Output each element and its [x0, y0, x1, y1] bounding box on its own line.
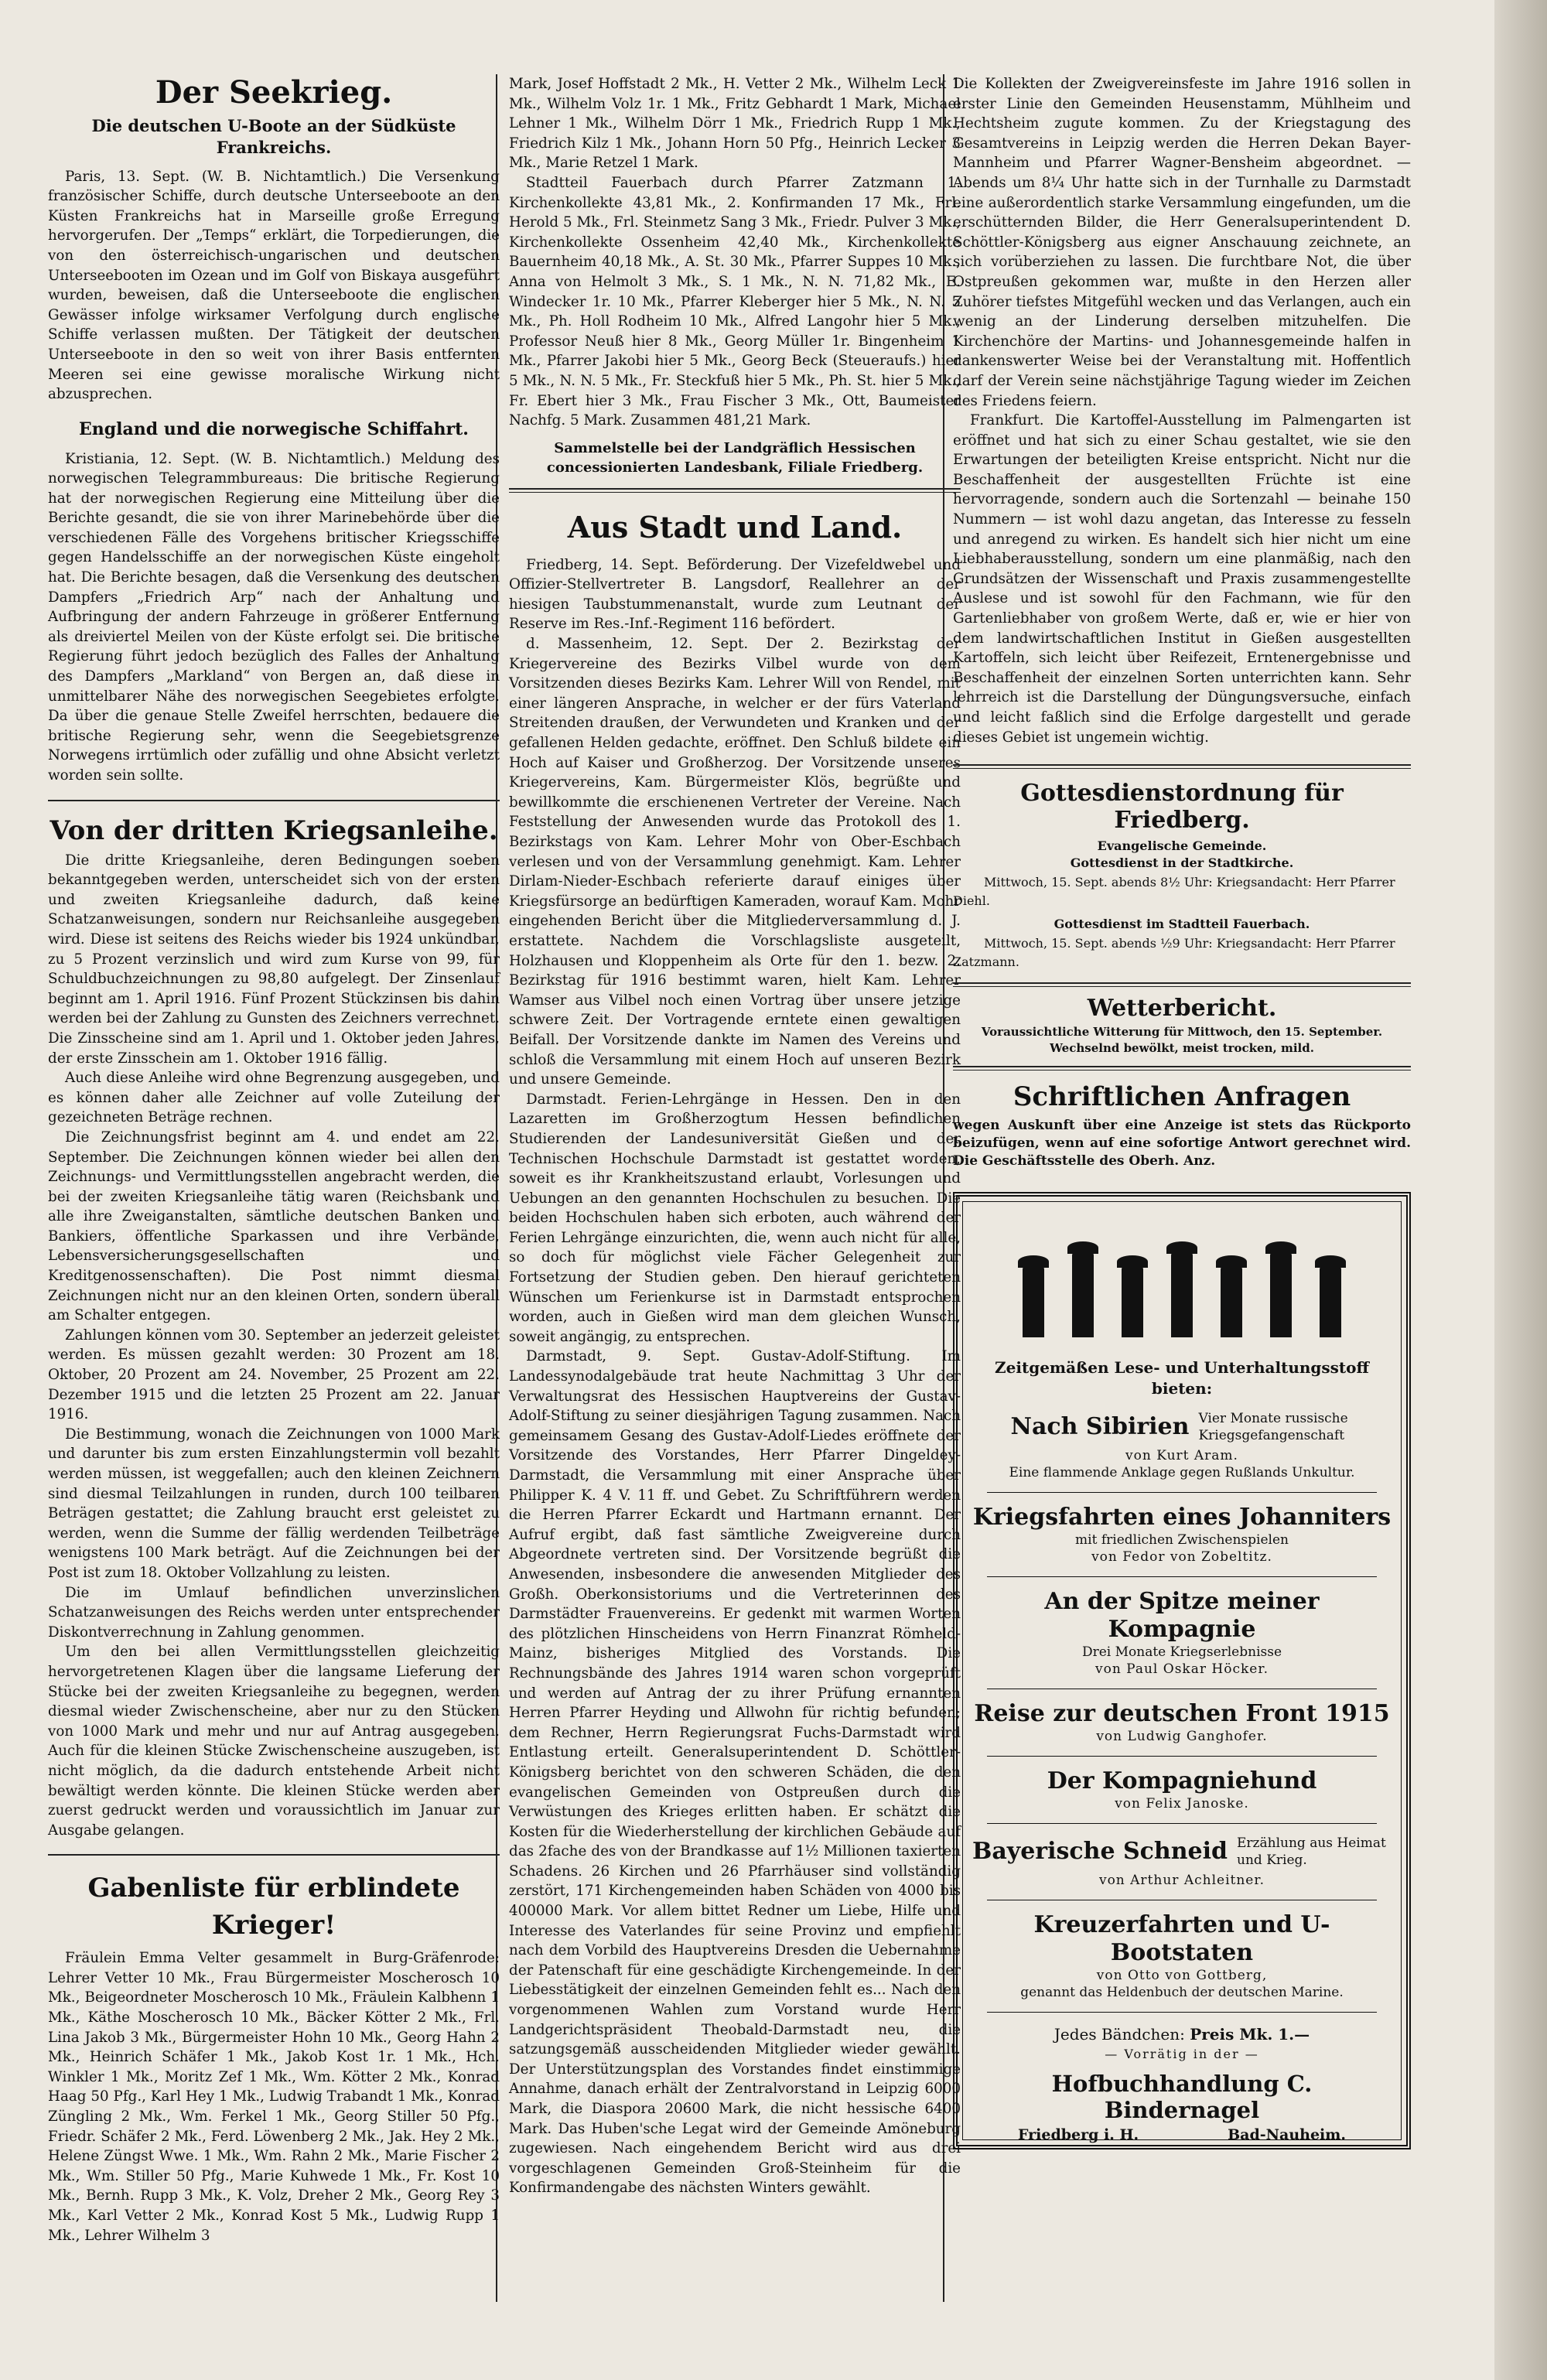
service-schedule-subheading: Gottesdienst im Stadtteil Fauerbach.: [1054, 917, 1310, 932]
service-schedule-title: Gottesdienstordnung für Friedberg.: [1020, 780, 1344, 835]
paragraph: Stadtteil Fauerbach durch Pfarrer Zatzmann 1. Kirchenkollekte 43,81 Mk., 2. Konfirmanden 17 Mk., Frl. Herold 5 Mk., Frl. Steinmetz Sang 3 Mk., Friedr. Pulver 3 Mk., Kirchenkollekte Ossenheim 42,40 Mk., Kirchenkollekte Bauernheim 40,18 Mk., A. St. 30 Mk., Pfarrer Suppes 10 Mk., Anna von Helmolt 3 Mk., S. 1 Mk., N. N. 71,82 Mk., E. Windecker 1r. 10 Mk., Pfarrer Kleberger hier 5 Mk., N. N. 5 Mk., Ph. Holl Rodheim 10 Mk., Alfred Langohr hier 5 Mk., Professor Neuß hier 8 Mk., Georg Müller 1r. Bingenheim 1 Mk., Pfarrer Jakobi hier 5 Mk., Georg Beck (Steueraufs.) hier 5 Mk., N. N. 5 Mk., Fr. Steckfuß hier 5 Mk., Ph. St. hier 5 Mk., Fr. Ebert hier 3 Mk., Frau Fischer 3 Mk., Ott, Baumeister Nachfg. 5 Mark. Zusammen 481,21 Mark.: [509, 174, 961, 429]
book-icon: [1023, 1266, 1044, 1337]
ad-divider: [987, 1756, 1377, 1757]
book-author: von Felix Janoske.: [1115, 1796, 1249, 1812]
ad-book-sibirien: [972, 1410, 1392, 1444]
article-title-anleihe: Von der dritten Kriegsanleihe.: [50, 814, 498, 846]
weather-forecast-text: Wechselnd bewölkt, meist trocken, mild.: [1050, 1041, 1314, 1056]
ad-divider: [987, 2012, 1377, 2013]
paragraph: Friedberg, 14. Sept. Beförderung. Der Vizefeldwebel und Offizier-Stellvertreter B. Langsdorf, Reallehrer an der hiesigen Taubstummenanstalt, wurde zum Leutnant der Reserve im Res.-Inf.-Regiment 116 befördert.: [509, 556, 961, 633]
ad-book-kompagniehund: [972, 1767, 1392, 1812]
paragraph: Fräulein Emma Velter gesammelt in Burg-Gräfenrode: Lehrer Vetter 10 Mk., Frau Bürgermeister Moscherosch 10 Mk., Beigeordneter Moscherosch 10 Mk., Fräulein Kalbhenn 1 Mk., Käthe Moscherosch 10 Mk., Bäcker Kötter 2 Mk., Frl. Lina Jakob 3 Mk., Bürgermeister Hohn 10 Mk., Georg Hahn 2 Mk., Heinrich Schäfer 1 Mk., Jakob Kost 1r. 1 Mk., Hch. Winkler 1 Mk., Moritz Zef 1 Mk., Wm. Kötter 2 Mk., Konrad Haag 50 Pfg., Karl Hey 1 Mk., Ludwig Trabandt 1 Mk., Konrad Züngling 2 Mk., Wm. Ferkel 1 Mk., Georg Stiller 50 Pfg., Friedr. Schäfer 2 Mk., Ferd. Löwenberg 2 Mk., Jak. Hey 2 Mk., Helene Züngst Wwe. 1 Mk., Wm. Rahn 2 Mk., Marie Fischer 2 Mk., Wm. Stiller 50 Pfg., Marie Kuhwede 1 Mk., Fr. Kost 10 Mk., Bernh. Rupp 3 Mk., K. Volz, Dreher 2 Mk., Georg Rey 3 Mk., Karl Vetter 2 Mk., Konrad Kost 5 Mk., Ludwig Rupp 1 Mk., Lehrer Wilhelm 3: [48, 1950, 500, 2244]
divider: [48, 1854, 500, 1856]
paragraph: Die dritte Kriegsanleihe, deren Bedingungen soeben bekanntgegeben werden, unterscheidet sich von der ersten und zweiten Kriegsanleihe dadurch, daß keine Schatzanweisungen, sondern nur Reichsanleihe ausgegeben wird. Diese ist seitens des Reichs wieder bis 1924 unkündbar, zu 5 Prozent verzinslich und wird zum Kurse von 99, für Schuldbuchzeichnungen zu 98,80 aufgelegt. Der Zinsenlauf beginnt am 1. April 1916. Fünf Prozent Stückzinsen bis dahin werden bei der Zahlung zu Gunsten des Zeichners verrechnet. Die Zinsscheine sind am 1. April und 1. Oktober jeden Jahres, der erste Zinsschein am 1. Oktober 1916 fällig.: [48, 852, 500, 1067]
subtitle-line: Die deutschen U-Boote an der Südküste: [91, 116, 456, 135]
paragraph: Darmstadt. Ferien-Lehrgänge in Hessen. Den in den Lazaretten im Großherzogtum Hessen befindlichen Studierenden der Landesuniversität Gießen und der Technischen Hochschule Darmstadt ist gestattet worden, soweit es ihr Krankheitszustand erlaubt, Vorlesungen und Uebungen an den genannten Hochschulen zu besuchen. Die beiden Hochschulen haben sich erboten, auch während der Ferien Lehrgänge einzurichten, die, wenn auch nicht für alle, so doch für möglichst viele Fächer Gelegenheit zur Fortsetzung der Studien geben. Den hierauf gerichteten Wünschen um Ferienkurse ist in Darmstadt entsprochen worden, auch in Gießen wird man dem gleichen Wunsch, soweit angängig, zu entsprechen.: [509, 1091, 961, 1345]
ad-book-schneid: [972, 1835, 1392, 1869]
book-icon: [1171, 1252, 1193, 1337]
column-right: [953, 74, 1411, 2150]
collection-point-note: Sammelstelle bei der Landgräflich Hessischen concessionierten Landesbank, Filiale Friedberg.: [546, 439, 924, 476]
article-title-gabenliste: Gabenliste für erblindete Krieger!: [87, 1873, 460, 1941]
book-author: von Otto von Gottberg,: [1096, 1968, 1268, 1984]
article-body-seekrieg: [48, 167, 500, 405]
book-title: Der Kompagniehund: [1047, 1767, 1317, 1795]
ad-divider: [987, 1492, 1377, 1493]
paragraph: Zahlungen können vom 30. September an jederzeit geleistet werden. Es müssen gezahlt werden: 30 Prozent am 18. Oktober, 20 Prozent am 24. November, 25 Prozent am 22. Dezember 1915 und die letzten 25 Prozent am 22. Januar 1916.: [48, 1327, 500, 1423]
article-body-anleihe: [48, 851, 500, 1841]
divider: [48, 800, 500, 801]
service-schedule-subheading: Evangelische Gemeinde.: [1097, 838, 1267, 854]
service-schedule-subheading: Gottesdienst in der Stadtkirche.: [1070, 855, 1294, 871]
ad-price: [972, 2025, 1392, 2044]
ad-book-johanniter: [972, 1504, 1392, 1566]
article-title-england: England und die norwegische Schiffahrt.: [79, 418, 469, 439]
book-author: von Arthur Achleitner.: [1098, 1873, 1265, 1889]
book-subtitle: genannt das Heldenbuch der deutschen Marine.: [1020, 1985, 1344, 2001]
book-title: Bayerische Schneid: [972, 1838, 1228, 1866]
weather-forecast-date: Voraussichtliche Witterung für Mittwoch, den 15. September.: [981, 1025, 1383, 1040]
article-body-kollekten: [953, 74, 1411, 747]
ad-book-schneid-author: [972, 1872, 1392, 1889]
book-author: von Kurt Aram.: [1125, 1448, 1238, 1464]
book-title: Reise zur deutschen Front 1915: [974, 1700, 1390, 1728]
divider: [953, 982, 1411, 987]
ad-divider: [987, 1576, 1377, 1577]
article-subtitle-seekrieg: [48, 115, 500, 159]
book-subtitle: Vier Monate russische Kriegsgefangenschaft: [1198, 1411, 1348, 1444]
book-icon: [1270, 1252, 1292, 1337]
price-value: Preis Mk. 1.—: [1190, 2025, 1310, 2044]
paragraph: Die Bestimmung, wonach die Zeichnungen von 1000 Mark und darunter bis zum ersten Einzahlungstermin voll bezahlt werden müssen, ist weggefallen; auch den kleinen Zeichnern sind diesmal Teilzahlungen in runden, durch 100 teilbaren Beträgen gestattet; die Zahlung braucht erst geleistet zu werden, wenn die Summe der fällig werdenden Teilbeträge wenigstens 100 Mark beträgt. Auf die Zeichnungen bei der Post ist zum 18. Oktober Vollzahlung zu leisten.: [48, 1426, 500, 1581]
ad-book-sibirien-details: [972, 1447, 1392, 1481]
article-title-seekrieg: Der Seekrieg.: [155, 74, 393, 111]
subtitle-line: Frankreichs.: [216, 138, 332, 158]
paragraph: Frankfurt. Die Kartoffel-Ausstellung im Palmengarten ist eröffnet und hat sich zu einer Schau gestaltet, wie sie den Erwartungen der beteiligten Kreise entspricht. Nicht nur die Beschaffenheit der ausgestellten Früchte ist eine hervorragende, sondern auch die Sortenzahl — beinahe 150 Nummern — ist wohl dazu angetan, das Interesse zu fesseln und anregend zu wirken. Es handelt sich hier nicht um eine Liebhaberausstellung, sondern um eine planmäßig, nach den Grundsätzen der Wissenschaft und Praxis zusammengestellte Auslese und ist sowohl für den Fachmann, wie für den Gartenliebhaber von großem Werte, daß er, wie er hier von dem landwirtschaftlichen Institut in Gießen ausgestellten Kartoffeln, sich leicht über Reifezeit, Erntenergebnisse und Beschaffenheit der einzelnen Sorten unterrichten kann. Sehr lehrreich ist die Darstellung der Düngungsversuche, einfach und leicht faßlich sind die Erfolge dargestellt und gerade dieses Gebiet ist ungemein wichtig.: [953, 412, 1411, 746]
paragraph: Auch diese Anleihe wird ohne Begrenzung ausgegeben, und es können daher alle Zeichner auf volle Zuteilung der gezeichneten Beträge rechnen.: [48, 1070, 500, 1126]
service-entry: Mittwoch, 15. Sept. abends 8½ Uhr: Kriegsandacht: Herr Pfarrer Diehl.: [953, 875, 1395, 909]
ad-book-kreuzerfahrten: [972, 1911, 1392, 2001]
book-icon: [1122, 1266, 1143, 1337]
book-icon: [1072, 1252, 1094, 1337]
paragraph: Die Kollekten der Zweigvereinsfeste im Jahre 1916 sollen in erster Linie den Gemeinden Heusenstamm, Mühlheim und Hechtsheim zugute kommen. Zu der Kriegstagung des Gesamtvereins in Leipzig werden die Herren Dekan Bayer-Mannheim und Pfarrer Wagner-Bensheim abgeordnet. — Abends um 8¼ Uhr hatte sich in der Turnhalle zu Darmstadt eine außerordentlich starke Versammlung eingefunden, um die erschütternden Bilder, die Herr Generalsuperintendent D. Schöttler-Königsberg aus eigner Anschauung zeichnete, an sich vorüberziehen zu lassen. Die furchtbare Not, die über Ostpreußen gekommen war, mußte in den Herzen aller Zuhörer tiefstes Mitgefühl wecken und das Verlangen, auch ein wenig an der Linderung derselben mitzuhelfen. Die Kirchenchöre der Martins- und Johannesgemeinde halfen in dankenswerter Weise bei der Veranstaltung mit. Hoffentlich darf der Verein seine nächstjährige Tagung wieder im Zeichen des Friedens feiern.: [953, 76, 1411, 409]
column-middle: [509, 74, 961, 2198]
article-body-gabenliste: [48, 1948, 500, 2245]
ad-intro: [972, 1357, 1392, 1399]
ad-shop-cities: [972, 2126, 1392, 2143]
book-icon: [1320, 1266, 1341, 1337]
book-author: von Paul Oskar Höcker.: [1095, 1661, 1269, 1678]
ad-available-at: — Vorrätig in der —: [1105, 2047, 1259, 2062]
shop-city: Bad-Nauheim.: [1228, 2126, 1346, 2144]
paragraph: Mark, Josef Hoffstadt 2 Mk., H. Vetter 2 Mk., Wilhelm Leck 1 Mk., Wilhelm Volz 1r. 1 Mk., Fritz Gebhardt 1 Mark, Michael Lehner 1 Mk., Wilhelm Dörr 1 Mk., Friedrich Rupp 1 Mk., Friedrich Kilz 1 Mk., Johann Horn 50 Pfg., Heinrich Lecker 3 Mk., Marie Retzel 1 Mark.: [509, 76, 961, 172]
books-illustration: [972, 1245, 1392, 1337]
paragraph: Die im Umlauf befindlichen unverzinslichen Schatzanweisungen des Reichs werden unter entsprechender Diskontverrechnung in Zahlung genommen.: [48, 1584, 500, 1641]
divider: [953, 764, 1411, 769]
ad-divider: [987, 1823, 1377, 1824]
ad-intro-line: Zeitgemäßen Lese- und Unterhaltungsstoff: [995, 1358, 1369, 1378]
book-author: von Fedor von Zobeltitz.: [1091, 1549, 1272, 1566]
book-subtitle: Drei Monate Kriegserlebnisse: [1081, 1644, 1282, 1661]
price-label: Jedes Bändchen:: [1054, 2025, 1185, 2044]
article-body-england: [48, 449, 500, 786]
paragraph: Die Zeichnungsfrist beginnt am 4. und endet am 22. September. Die Zeichnungen können wieder bei allen den Zeichnungs- und Vermittlungsstellen angebracht werden, die bei der zweiten Kriegsanleihe tätig waren (Reichsbank und alle ihre Zweiganstalten, sämtliche deutschen Banken und Bankiers, öffentliche Sparkassen und ihre Verbände, Lebensversicherungsgesellschaften und Kreditgenossenschaften). Die Post nimmt diesmal Zeichnungen nicht nur an den kleinen Orten, sondern überall am Schalter entgegen.: [48, 1129, 500, 1324]
paragraph: Paris, 13. Sept. (W. B. Nichtamtlich.) Die Versenkung französischer Schiffe, durch deutsche Unterseeboote an den Küsten Frankreichs hat in Marseille große Erregung hervorgerufen. Der „Temps“ erklärt, die Torpedierungen, die von den österreichisch-ungarischen und deutschen Unterseebooten im Ozean und im Golf von Biskaya ausgeführt wurden, beweisen, daß die Unterseeboote die englischen Gewässer infolge wirksamer Verfolgung durch englische Schiffe verlassen mußten. Der Tätigkeit der deutschen Unterseeboote in den so weit von ihrer Basis entfernten Meeren sei eine gewisse moralische Wirkung nicht abzusprechen.: [48, 168, 500, 403]
divider: [953, 1066, 1411, 1070]
book-icon: [1221, 1266, 1242, 1337]
paragraph: Kristiania, 12. Sept. (W. B. Nichtamtlich.) Meldung des norwegischen Telegrammbureaus: Die britische Regierung hat der norwegischen Regierung eine Mitteilung über die Berichte gesandt, die sie von ihrer Marinebehörde über die verschiedenen Fälle des Vorgehens britischer Kriegsschiffe gegen Handelsschiffe an der norwegischen Küste eingeholt hat. Die Berichte besagen, daß die Versenkung des deutschen Dampfers „Friedrich Arp“ nach der Anhaltung und Aufbringung der andern Fahrzeuge in größerer Entfernung als dreiviertel Meilen von der Küste erfolgt sei. Die britische Regierung führt jedoch bezüglich des Falles der Anhaltung des Dampfers „Markland“ von Bergen an, daß diese in unmittelbarer Nähe des norwegischen Seegebietes erfolgte. Da über die genaue Stelle Zweifel herrschten, bedauere die britische Regierung sehr, wenn die Seegebietsgrenze Norwegens irrtümlich oder zufällig und ohne Absicht verletzt worden sein sollte.: [48, 450, 500, 784]
weather-report: [953, 995, 1411, 1055]
page-binding-edge: [1494, 0, 1547, 2380]
divider: [509, 488, 961, 493]
inquiries-title: Schriftlichen Anfragen: [1013, 1081, 1351, 1113]
inquiries-text: wegen Auskunft über eine Anzeige ist stets das Rückporto beizufügen, wenn auf eine sofortige Antwort gerechnet wird. Die Geschäftsstelle des Oberh. Anz.: [953, 1118, 1411, 1170]
book-subtitle: mit friedlichen Zwischenspielen: [1075, 1532, 1289, 1549]
paragraph: Darmstadt, 9. Sept. Gustav-Adolf-Stiftung. Im Landessynodalgebäude trat heute Nachmittag 3 Uhr der Verwaltungsrat des Hessischen Hauptvereins der Gustav-Adolf-Stiftung zu seiner diesjährigen Tagung zusammen. Nach gemeinsamem Gesang des Gustav-Adolf-Liedes eröffnete der Vorsitzende des Vorstandes, Herr Pfarrer Dingeldey-Darmstadt, die Versammlung mit einer Ansprache über Philipper K. 4 V. 11 ff. und Gebet. Zu Schriftführern werden die Herren Pfarrer Eckardt und Hartmann ernannt. Der Aufruf ergibt, daß fast sämtliche Zweigvereine durch Abgeordnete vertreten sind. Der Vorsitzende begrüßt die Anwesenden, insbesondere die anwesenden Mitglieder des Großh. Oberkonsistoriums und die Vertreterinnen des Darmstädter Frauenvereins. Er gedenkt mit warmen Worten des plötzlichen Hinscheidens von Herrn Finanzrat Römheld-Mainz, bisheriges Mitglied des Vorstands. Die Rechnungsbände des Jahres 1914 waren schon vorgeprüft und werden auf Antrag der zu ihrer Prüfung ernannten Herren Pfarrer Heyding und Allwohn für richtig befunden; dem Rechner, Herrn Regierungsrat Fuchs-Darmstadt wird Entlastung erteilt. Generalsuperintendent D. Schöttler-Königsberg berichtet von den schweren Schäden, die den evangelischen Gemeinden von Ostpreußen durch die Verwüstungen des Krieges erlitten haben. Er schätzt die Kosten für die Wiederherstellung der kirchlichen Gebäude auf das 2fache des von der Brandkasse auf 1½ Millionen taxierten Schadens. 26 Kirchen und 26 Pfarrhäuser sind vollständig zerstört, 171 Kirchengemeinden haben Schäden von 4000 bis 400000 Mark. Vor allem bittet Redner um Liebe, Hilfe und Interesse des Vaterlandes für seine Provinz und empfiehlt nach dem Vorbild des Hauptvereins Dresden die Uebernahme der Patenschaft für eine geschädigte Kirchengemeinde. In der Liebesstätigkeit der einzelnen Gemeinden fehlt es... Nach den vorgenommenen Wahlen zum Vorstand wurde Herr Landgerichtspräsident Theobald-Darmstadt neu, die satzungsgemäß ausscheidenden Mitglieder wieder gewählt. Der Unterstützungsplan des Vorstandes findet einstimmige Annahme, danach erhält der Zentralvorstand in Leipzig 6000 Mark, die Diaspora 20600 Mark, die nicht hessische 6400 Mark. Das Huben'sche Legat wird der Gemeinde Amöneburg zugewiesen. Nach eingehendem Bericht wird aus drei vorgeschlagenen Gemeinden Groß-Steinheim für die Konfirmandengabe des nächsten Winters gewählt.: [509, 1348, 961, 2197]
book-title: Nach Sibirien: [1010, 1413, 1190, 1441]
book-description: Eine flammende Anklage gegen Rußlands Unkultur.: [1009, 1465, 1355, 1481]
book-title: Kriegsfahrten eines Johanniters: [972, 1504, 1392, 1531]
paragraph: Um den bei allen Vermittlungsstellen gleichzeitig hervorgetretenen Klagen über die langsame Lieferung der Stücke bei der zweiten Kriegsanleihe zu begegnen, werden diesmal wieder Zwischenscheine, aber nur zu den Stücken von 1000 Mark und mehr und nur auf Antrag ausgegeben. Auch für die kleinen Stücke Zwischenscheine auszugeben, ist nicht möglich, da die dadurch entstehende Arbeit nicht bewältigt werden könnte. Die kleinen Stücke werden aber zuerst gedruckt werden und voraussichtlich im Januar zur Ausgabe gelangen.: [48, 1644, 500, 1839]
book-author: von Ludwig Ganghofer.: [1096, 1729, 1268, 1745]
weather-title: Wetterbericht.: [1087, 995, 1277, 1023]
article-body-local-news: [509, 555, 961, 2198]
section-title-aus-stadt-und-land: Aus Stadt und Land.: [567, 509, 903, 545]
ad-book-kompagnie: [972, 1588, 1392, 1678]
article-body-gabenliste-cont: [509, 74, 961, 431]
ad-intro-line: bieten:: [1151, 1379, 1213, 1398]
ad-book-reise: [972, 1700, 1392, 1745]
service-entry: Mittwoch, 15. Sept. abends ½9 Uhr: Kriegsandacht: Herr Pfarrer Zatzmann.: [953, 936, 1395, 970]
shop-city: Friedberg i. H.: [1018, 2126, 1139, 2144]
book-subtitle: Erzählung aus Heimat und Krieg.: [1237, 1835, 1386, 1869]
book-title: An der Spitze meiner Kompagnie: [1044, 1588, 1320, 1644]
paragraph: d. Massenheim, 12. Sept. Der 2. Bezirkstag der Kriegervereine des Bezirks Vilbel wurde von dem Vorsitzenden dieses Bezirks Kam. Lehrer Will von Rendel, mit einer längeren Ansprache, in welcher er der fürs Vaterland Streitenden draußen, der Verwundeten und Kranken und der gefallenen Helden gedachte, eröffnet. Den Schluß bildete ein Hoch auf Kaiser und Großherzog. Der Vorsitzende unseres Kriegervereins, Kam. Bürgermeister Klös, begrüßte und bewillkommte die erschienenen Vertreter der Vereine. Nach Feststellung der Anwesenden wurde das Protokoll des 1. Bezirkstags von Kam. Lehrer Mohr von Ober-Eschbach verlesen und von der Versammlung genehmigt. Kam. Lehrer Dirlam-Nieder-Eschbach referierte darauf einiges über Kriegsfürsorge an bedürftigen Kameraden, worauf Kam. Mohr eingehenden Bericht über die Mitgliederversammlung d. J. erstattete. Nachdem die Vorschlagsliste ausgeteilt, Holzhausen und Kloppenheim als Orte für den 1. bezw. 2. Bezirkstag für 1916 bestimmt waren, hielt Kam. Lehrer Wamser aus Vilbel noch einen Vortrag über unsere jetzige schwere Zeit. Der Vortragende erntete einen gewaltigen Beifall. Der Vorsitzende dankte im Namen des Vereins und schloß die Versammlung mit einem Hoch auf unseren Bezirk und unsere Gemeinde.: [509, 636, 961, 1088]
column-left: [48, 74, 500, 2245]
service-schedule: [953, 780, 1411, 971]
ad-shop-name: Hofbuchhandlung C. Bindernagel: [1051, 2071, 1313, 2124]
bookshop-advertisement: [953, 1192, 1411, 2150]
book-title: Kreuzerfahrten und U-Bootstaten: [1033, 1911, 1330, 1967]
inquiries-notice: [953, 1081, 1411, 1170]
